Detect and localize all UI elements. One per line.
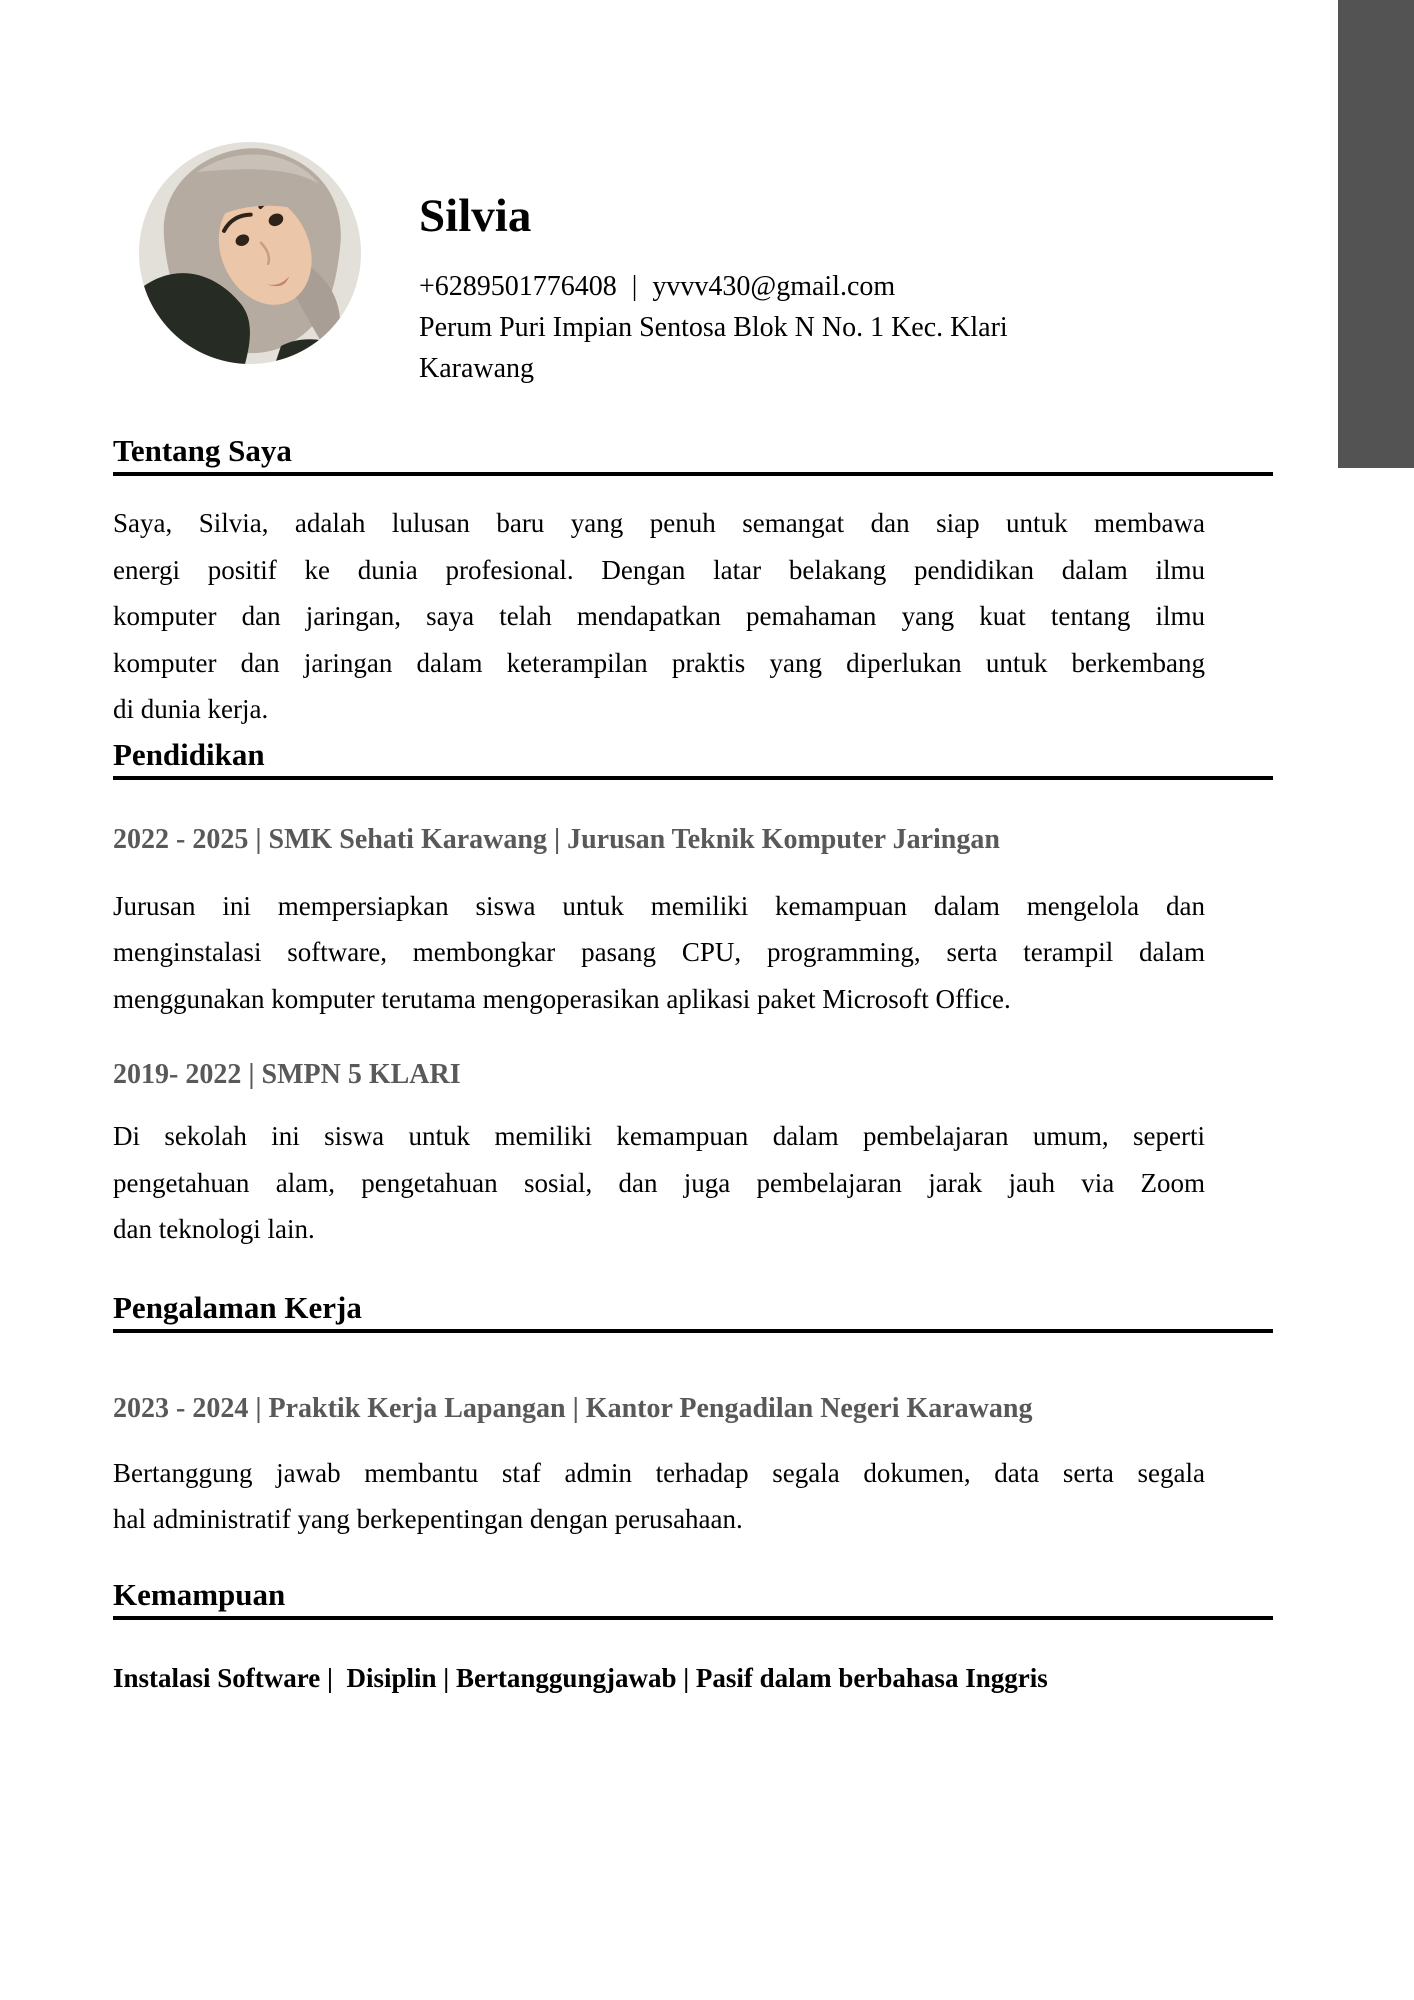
experience-entry-1-heading: 2023 - 2024 | Praktik Kerja Lapangan | Kantor Pengadilan Negeri Karawang	[113, 1392, 1033, 1424]
text-line: komputer dan jaringan, saya telah mendapatkan pemahaman yang kuat tentang ilmu	[113, 601, 1205, 631]
text-line: pengetahuan alam, pengetahuan sosial, dan juga pembelajaran jarak jauh via Zoom	[113, 1167, 1205, 1198]
accent-bar	[1338, 0, 1414, 468]
text-line: komputer dan jaringan dalam keterampilan praktis yang diperlukan untuk berkembang	[113, 647, 1205, 678]
text-line: Di sekolah ini siswa untuk memiliki kemampuan dalam pembelajaran umum, seperti	[113, 1121, 1205, 1151]
phone-number: +6289501776408	[419, 271, 617, 302]
experience-entry-1-paragraph	[113, 1450, 1205, 1543]
skills-line: Instalasi Software | Disiplin | Bertanggungjawab | Pasif dalam berbahasa Inggris	[113, 1662, 1048, 1693]
section-title-tentang-saya: Tentang Saya	[113, 433, 292, 468]
text-line: di dunia kerja.	[113, 694, 269, 724]
email-address: yvvv430@gmail.com	[652, 271, 896, 302]
section-rule-kemampuan	[113, 1616, 1273, 1620]
address-line-2: Karawang	[419, 353, 535, 384]
resume-body	[113, 0, 1205, 1698]
text-line: Saya, Silvia, adalah lulusan baru yang penuh semangat dan siap untuk membawa	[113, 508, 1205, 538]
text-line: menginstalasi software, membongkar pasang CPU, programming, serta terampil dalam	[113, 937, 1205, 967]
text-line: hal administratif yang berkepentingan dengan perusahaan.	[113, 1504, 743, 1534]
person-name: Silvia	[419, 190, 532, 242]
about-paragraph	[113, 500, 1205, 733]
text-line: menggunakan komputer terutama mengoperasikan aplikasi paket Microsoft Office.	[113, 983, 1011, 1014]
section-rule-pengalaman-kerja	[113, 1329, 1273, 1333]
text-line: Bertanggung jawab membantu staf admin terhadap segala dokumen, data serta segala	[113, 1457, 1205, 1488]
section-title-kemampuan: Kemampuan	[113, 1576, 286, 1612]
text-line: energi positif ke dunia profesional. Dengan latar belakang pendidikan dalam ilmu	[113, 554, 1205, 585]
section-rule-pendidikan	[113, 776, 1273, 780]
section-title-pengalaman-kerja: Pengalaman Kerja	[113, 1289, 362, 1325]
section-rule-tentang-saya	[113, 472, 1273, 476]
address-line-1: Perum Puri Impian Sentosa Blok N No. 1 Kec. Klari	[419, 312, 1008, 343]
contact-separator: |	[631, 271, 638, 302]
education-entry-1-heading: 2022 - 2025 | SMK Sehati Karawang | Jurusan Teknik Komputer Jaringan	[113, 823, 1000, 855]
education-entry-1-paragraph	[113, 883, 1205, 1023]
education-entry-2-paragraph	[113, 1113, 1205, 1253]
education-entry-2-heading: 2019- 2022 | SMPN 5 KLARI	[113, 1059, 461, 1090]
section-title-pendidikan: Pendidikan	[113, 736, 265, 772]
text-line: dan teknologi lain.	[113, 1214, 315, 1244]
text-line: Jurusan ini mempersiapkan siswa untuk memiliki kemampuan dalam mengelola dan	[113, 890, 1205, 921]
